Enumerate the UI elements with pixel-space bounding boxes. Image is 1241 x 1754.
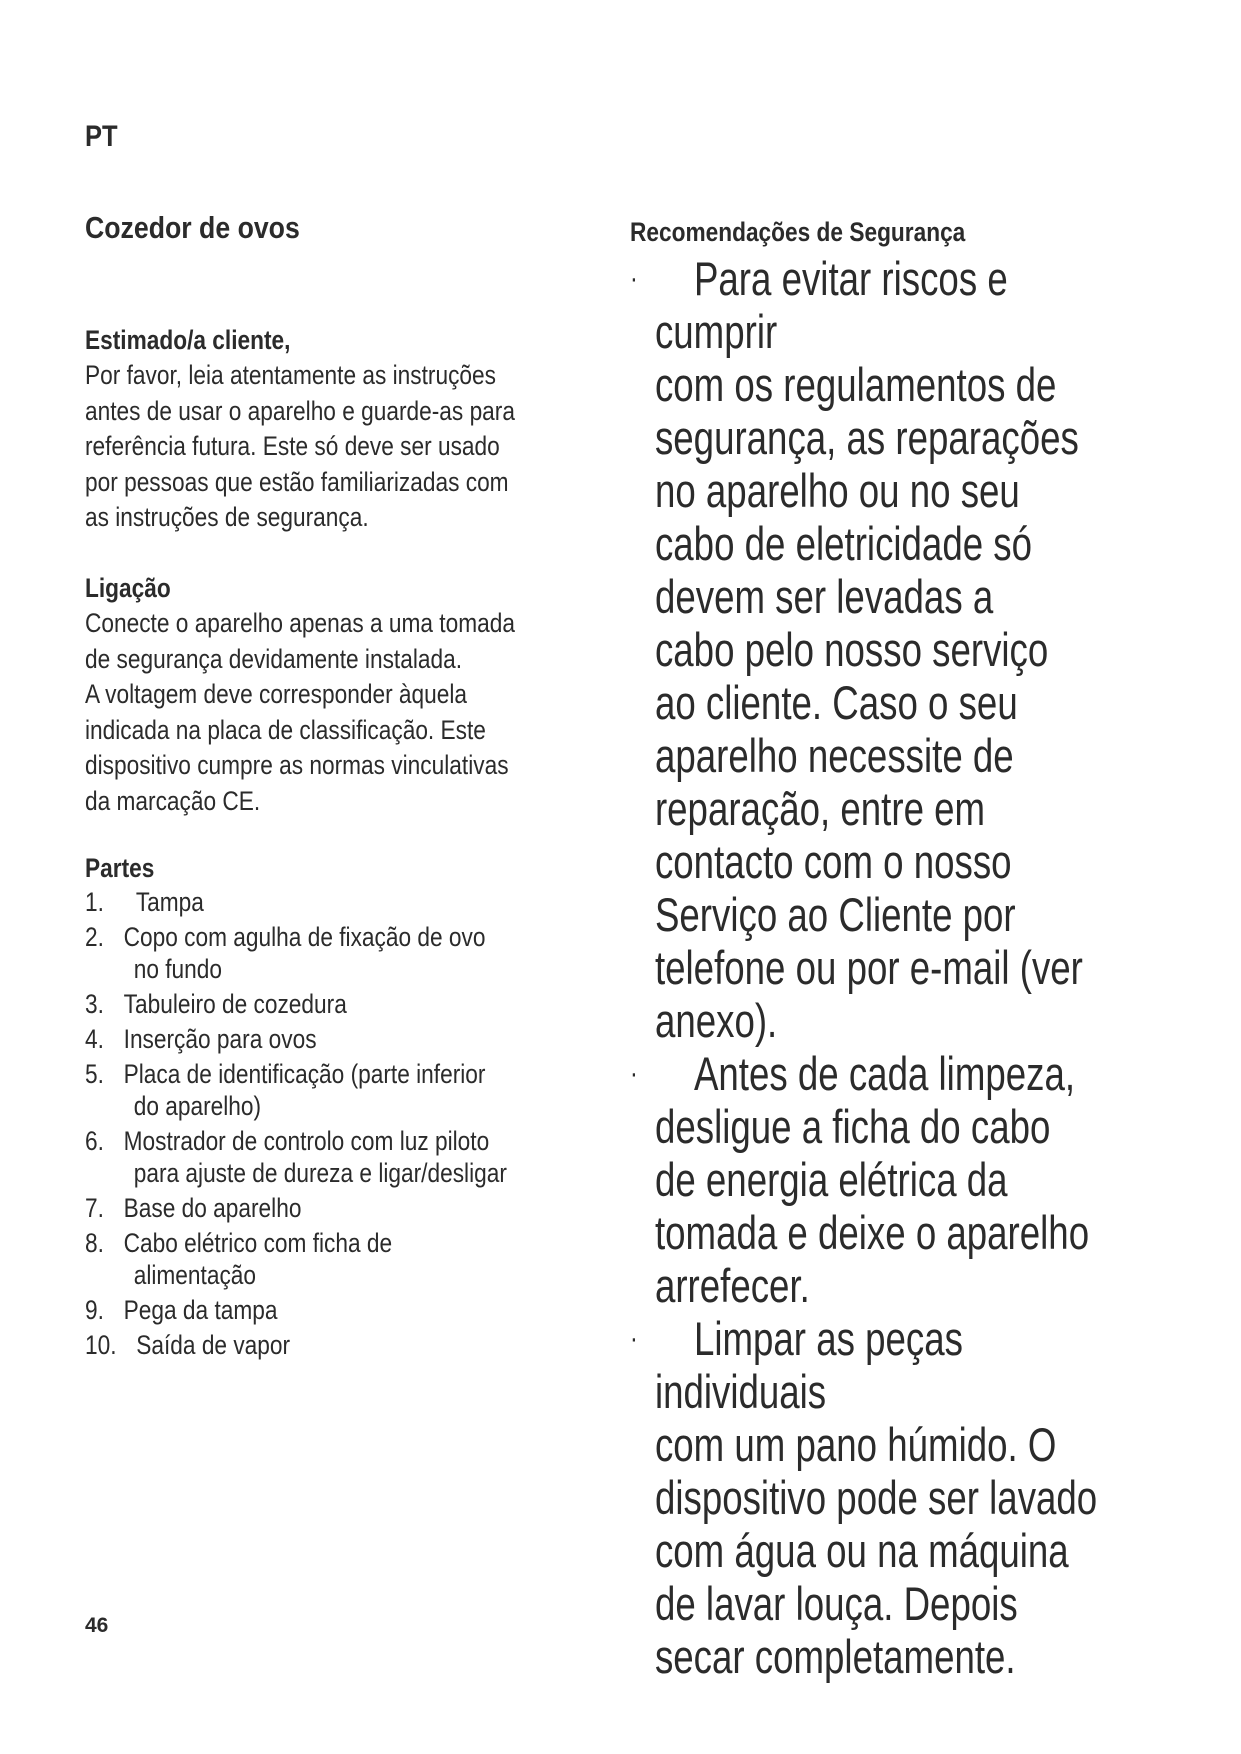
safety-item [630,1312,1114,1683]
text-line: com um pano húmido. O [654,1418,1057,1471]
parts-list [85,886,606,1361]
item-text-wrap: no fundo [133,954,223,984]
text-line: tomada e deixe o aparelho [654,1206,1090,1259]
item-number: 9. [85,1295,104,1325]
text-line: Conecte o aparelho apenas a uma tomada [85,608,515,638]
left-column [85,210,645,1360]
item-text-wrap: para ajuste de dureza e ligar/desligar [133,1158,507,1188]
text-line: cabo de eletricidade só [654,517,1033,570]
text-line: arrefecer. [654,1259,810,1312]
bullet-icon: · [630,1057,638,1090]
connection-section [85,570,606,819]
item-text: Base do aparelho [123,1193,302,1223]
text-line: segurança, as reparações [654,411,1079,464]
safety-item [630,252,1114,1047]
text-line: Serviço ao Cliente por [654,888,1016,941]
greeting-heading: Estimado/a cliente, [85,325,291,355]
text-line: contacto com o nosso [654,835,1012,888]
text-line: de lavar louça. Depois [654,1577,1018,1630]
item-text: Tampa [123,887,204,917]
connection-heading: Ligação [85,573,171,603]
item-number: 1. [85,887,104,917]
page-number: 46 [85,1614,109,1637]
item-number: 8. [85,1228,104,1258]
language-code: PT [85,120,118,153]
list-item [85,1125,606,1189]
item-text: Placa de identificação (parte inferior [123,1059,486,1089]
list-item [85,1294,606,1326]
text-line: Limpar as peças individuais [654,1312,963,1418]
text-line: de energia elétrica da [654,1153,1008,1206]
item-number: 3. [85,989,104,1019]
text-line: referência futura. Este só deve ser usado [85,431,500,461]
item-text: Saída de vapor [123,1330,291,1360]
item-text: Mostrador de controlo com luz piloto [123,1126,490,1156]
text-line: Para evitar riscos e cumprir [654,252,1008,358]
item-number: 7. [85,1193,104,1223]
text-line: desligue a ficha do cabo [654,1100,1051,1153]
text-line: no aparelho ou no seu [654,464,1020,517]
item-number: 2. [85,922,104,952]
text-line: Antes de cada limpeza, [693,1047,1076,1100]
item-text-wrap: alimentação [133,1260,257,1290]
list-item [85,1023,606,1055]
parts-section [85,850,606,1364]
text-line: por pessoas que estão familiarizadas com [85,466,509,497]
item-text: Tabuleiro de cozedura [123,989,347,1019]
text-line: antes de usar o aparelho e guarde-as para [85,395,515,426]
list-item [85,886,606,918]
text-line: telefone ou por e-mail (ver [654,941,1083,994]
item-text: Inserção para ovos [123,1024,317,1054]
text-line: A voltagem deve corresponder àquela [85,679,468,709]
text-line: secar completamente. [654,1630,1016,1683]
safety-list [630,252,1114,1683]
bullet-icon: · [630,1322,638,1355]
item-number: 6. [85,1126,104,1156]
text-line: reparação, entre em [654,782,986,835]
text-line: anexo). [654,994,778,1047]
parts-heading: Partes [85,853,155,883]
right-column [630,214,1190,1683]
list-item [85,1227,606,1291]
safety-heading: Recomendações de Segurança [630,217,966,247]
text-line: cabo pelo nosso serviço [654,623,1049,676]
item-number: 5. [85,1059,104,1089]
bullet-icon: · [630,262,638,295]
list-item [85,1192,606,1224]
text-line: indicada na placa de classificação. Este [85,714,486,745]
item-number: 4. [85,1024,104,1054]
text-line: aparelho necessite de [654,729,1014,782]
item-text-wrap: do aparelho) [133,1091,262,1121]
text-line: da marcação CE. [85,785,261,816]
greeting-section [85,322,606,536]
connection-text [85,606,606,819]
safety-item [630,1047,1114,1312]
text-line: de segurança devidamente instalada. [85,643,463,674]
item-text: Pega da tampa [123,1295,278,1325]
text-line: com os regulamentos de [654,358,1057,411]
text-line: dispositivo cumpre as normas vinculativas [85,750,509,780]
text-line: dispositivo pode ser lavado [654,1471,1098,1524]
item-number: 10. [85,1330,117,1360]
text-line: com água ou na máquina [654,1524,1069,1577]
text-line: Por favor, leia atentamente as instruções [85,360,496,390]
list-item [85,921,606,985]
text-line: ao cliente. Caso o seu [654,676,1018,729]
greeting-text [85,358,606,536]
list-item [85,988,606,1020]
text-line: as instruções de segurança. [85,502,369,532]
text-line: devem ser levadas a [654,570,994,623]
list-item [85,1058,606,1122]
item-text: Cabo elétrico com ficha de [123,1228,393,1258]
item-text: Copo com agulha de fixação de ovo [123,922,486,952]
list-item [85,1329,606,1361]
document-title: Cozedor de ovos [85,210,300,245]
